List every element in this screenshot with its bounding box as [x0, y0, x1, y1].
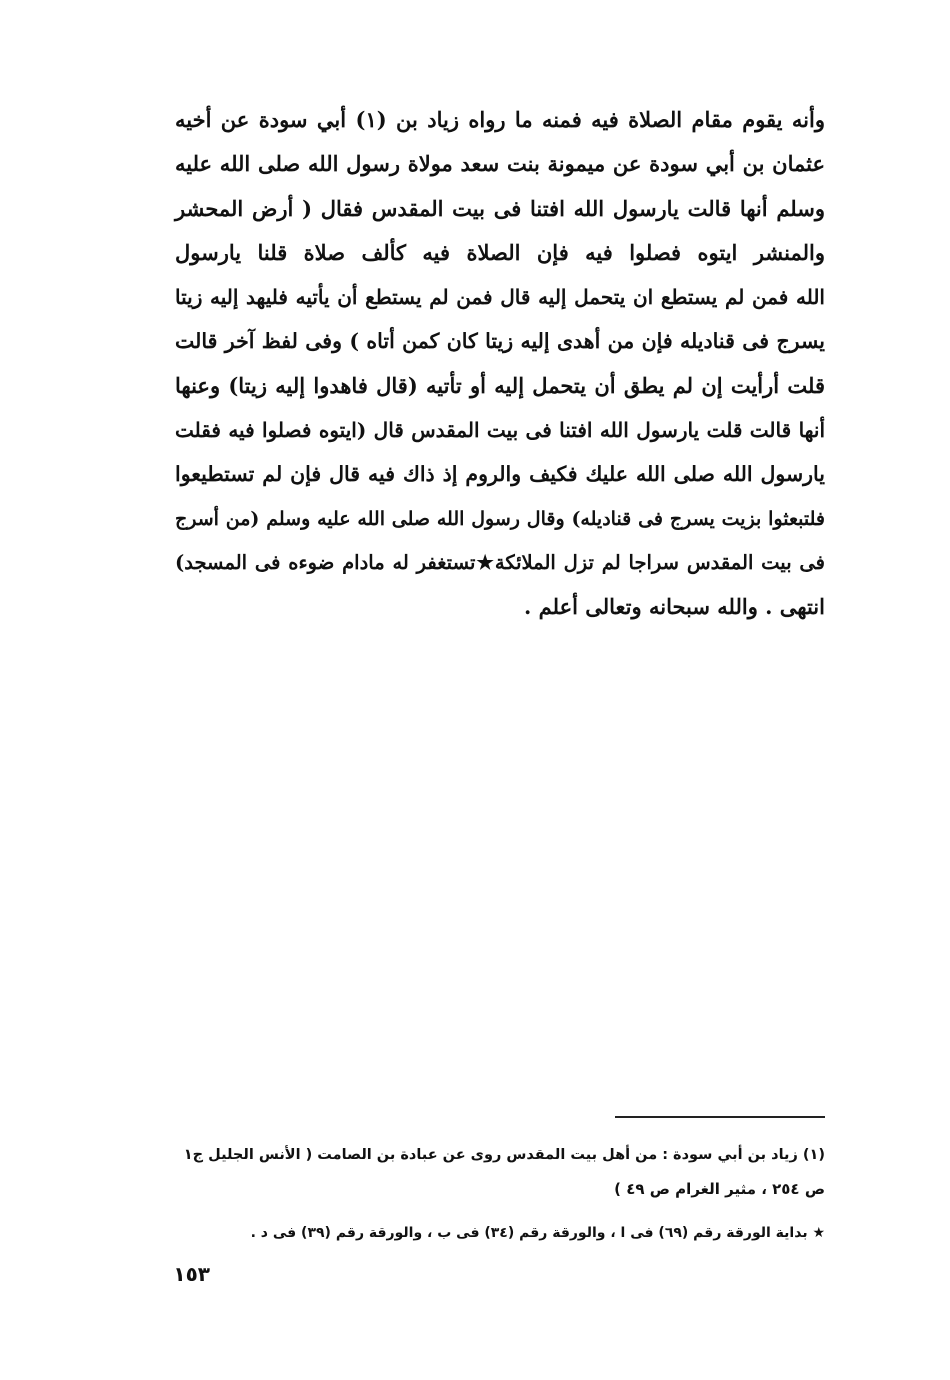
text-line: وسلم أنها قالت يارسول الله افتنا فى بيت المقدس فقال ( أرض المحشر — [175, 195, 825, 221]
footnote-star: ★ بداية الورقة رقم (٦٩) فى ا ، والورقة رقم (٣٤) فى ب ، والورقة رقم (٣٩) فى د . — [250, 1225, 825, 1241]
text-line: والمنشر ايتوه فصلوا فيه فإن الصلاة فيه كألف صلاة قلنا يارسول — [175, 239, 825, 265]
main-text-block — [175, 98, 825, 630]
footnotes-block — [165, 1138, 825, 1250]
footnote-separator — [615, 1116, 825, 1118]
text-line-closing: انتهى . والله سبحانه وتعالى أعلم . — [524, 594, 825, 620]
text-line: يسرج فى قناديله فإن من أهدى إليه زيتا كان كمن أتاه ) وفى لفظ آخر قالت — [175, 329, 825, 354]
footnote-1-line-2: ص ٢٥٤ ، مثير الغرام ص ٤٩ ) — [614, 1180, 825, 1198]
text-line: قلت أرأيت إن لم يطق أن يتحمل إليه أو تأتيه (قال فاهدوا إليه زيتا) وعنها — [175, 372, 825, 398]
text-line: يارسول الله صلى الله عليك فكيف والروم إذ ذاك فيه قال فإن لم تستطيعوا — [175, 462, 825, 487]
page-number: ١٥٣ — [173, 1262, 210, 1286]
text-line: أنها قالت قلت يارسول الله افتنا فى بيت المقدس قال (ايتوه فصلوا فيه فقلت — [175, 418, 825, 443]
text-line: فى بيت المقدس سراجا لم تزل الملائكة★تستغفر له مادام ضوءه فى المسجد) — [175, 550, 825, 574]
footnote-1-line-1: (١) زياد بن أبي سودة : من أهل بيت المقدس روى عن عبادة بن الصامت ( الأنس الجليل ج١ — [183, 1147, 825, 1163]
text-line: الله فمن لم يستطع ان يتحمل إليه قال فمن لم يستطع أن يأتيه فليهد إليه زيتا — [175, 285, 825, 310]
text-line: وأنه يقوم مقام الصلاة فيه فمنه ما رواه زياد بن (١) أبي سودة عن أخيه — [175, 107, 826, 132]
text-line: فلتبعثوا بزيت يسرج فى قناديله) وقال رسول الله صلى الله عليه وسلم (من أسرج — [175, 507, 825, 530]
text-line: عثمان بن أبي سودة عن ميمونة بنت سعد مولاة رسول الله صلى الله عليه — [175, 151, 825, 177]
